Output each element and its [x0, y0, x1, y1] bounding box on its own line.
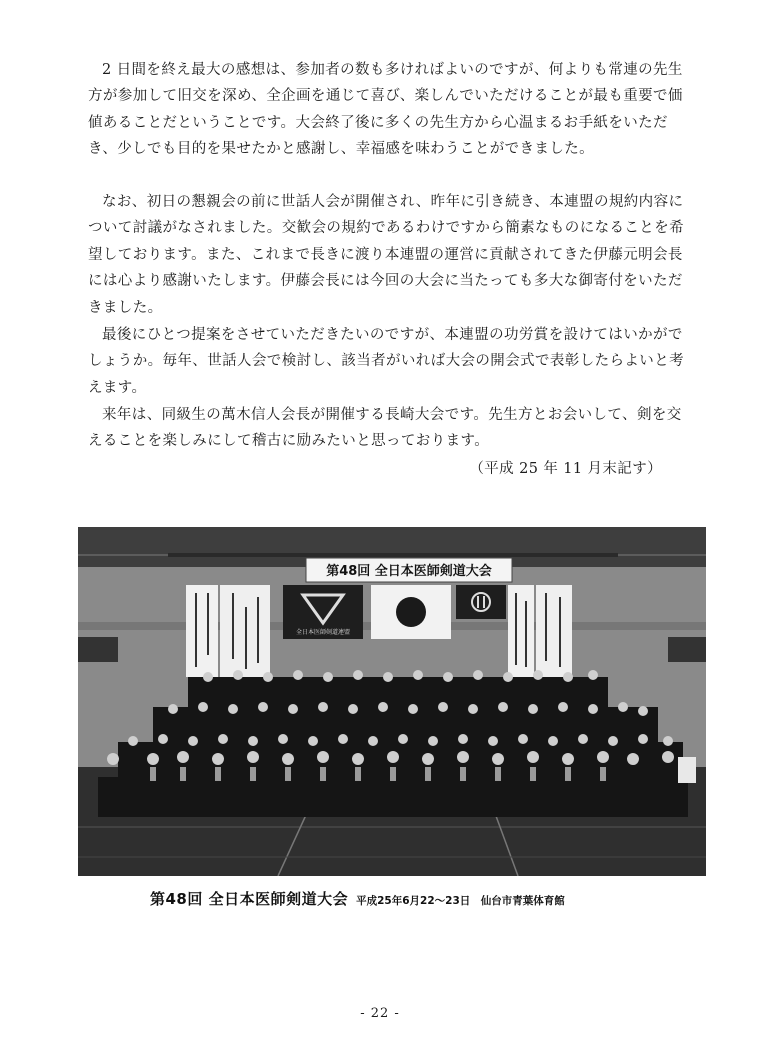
venue-banner-text: 第48回 全日本医師剣道大会: [326, 564, 492, 579]
paragraph-2: なお、初日の懇親会の前に世話人会が開催され、昨年に引き続き、本連盟の規約内容について討議がなされました。交歓会の規約であるわけですから簡素なものになることを希望しております。また、これまで長きに渡り本連盟の運営に貢献されてきた伊藤元明会長には心より感謝いたします。伊藤会長には今回の大会に当たっても多大な御寄付をいただきました。: [88, 194, 684, 316]
federation-flag-text: 全日本医師剣道連盟: [295, 629, 351, 636]
caption-details: 平成25年6月22～23日 仙台市青葉体育館: [356, 895, 565, 907]
group-photo: [78, 527, 706, 876]
date-note: （平成 25 年 11 月末記す）: [469, 461, 662, 477]
paragraph-1: 2 日間を終え最大の感想は、参加者の数も多ければよいのですが、何よりも常連の先生方が参加して旧交を深め、全企画を通じて喜び、楽しんでいただけることが最も重要で価値あることだということです。大会終了後に多くの先生方から心温まるお手紙をいただき、少しでも目的を果せたかと感謝し、幸福感を味わうことができました。: [88, 62, 683, 158]
group-photo-illustration: [78, 527, 706, 876]
caption-title: 第48回 全日本医師剣道大会: [150, 890, 349, 908]
paragraph-3: 最後にひとつ提案をさせていただきたいのですが、本連盟の功労賞を設けてはいかがでしょうか。毎年、世話人会で検討し、該当者がいれば大会の開会式で表彰したらよいと考えます。: [88, 327, 684, 396]
paragraph-4: 来年は、同級生の萬木信人会長が開催する長崎大会です。先生方とお会いして、剣を交えることを楽しみにして稽古に励みたいと思っております。: [88, 407, 682, 450]
photo-caption: [150, 888, 710, 909]
page-number: - 22 -: [360, 1006, 400, 1021]
